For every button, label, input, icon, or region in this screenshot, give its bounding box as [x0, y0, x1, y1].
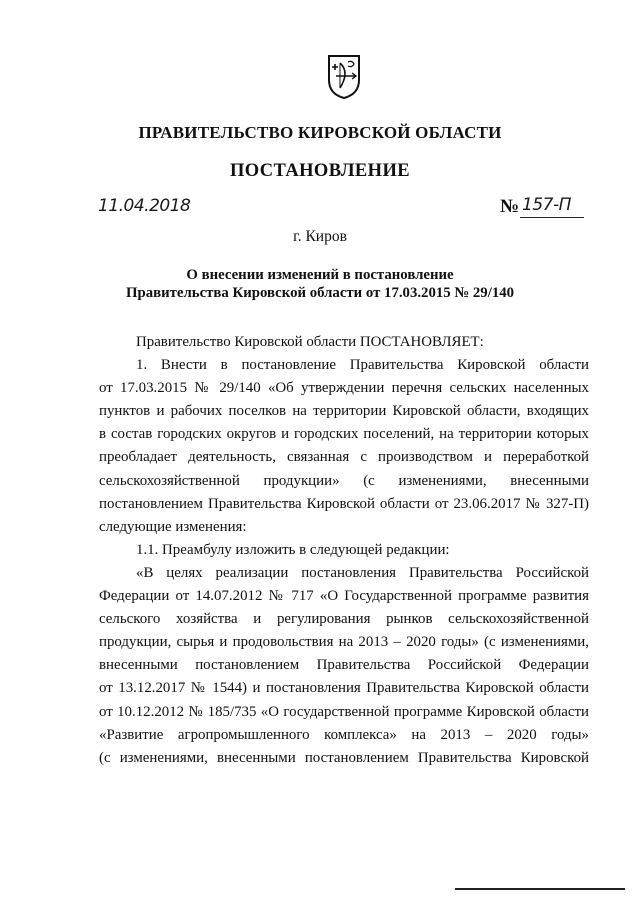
body-line: следующие изменения:: [99, 518, 247, 535]
body-line: постановлением Правительства Кировской области от 23.06.2017 № 327-П): [99, 495, 589, 512]
body-line: преобладает деятельность, связанная с производством и переработкой: [99, 449, 589, 466]
document-subject: [0, 266, 640, 302]
document-date: 11.04.2018: [98, 196, 191, 216]
body-text-block: [99, 331, 589, 770]
body-line: Правительство Кировской области ПОСТАНОВЛЯЕТ:: [136, 334, 484, 350]
body-line: сельскохозяйственной продукции» (с изменениями, внесенными: [99, 472, 589, 489]
subject-line-2: Правительства Кировской области от 17.03.2015 № 29/140: [125, 285, 515, 301]
organization-title: ПРАВИТЕЛЬСТВО КИРОВСКОЙ ОБЛАСТИ: [138, 123, 502, 142]
body-line: продукции, сырья и продовольствия на 2013 – 2020 годы» (с изменениями,: [99, 634, 589, 651]
city-label: г. Киров: [293, 228, 347, 245]
body-line: 1. Внести в постановление Правительства Кировской области: [136, 357, 589, 374]
body-line: Федерации от 14.07.2012 № 717 «О Государственной программе развития: [99, 588, 589, 605]
page-footer-line: [455, 888, 625, 890]
body-line: от 10.12.2012 № 185/735 «О государственной программе Кировской области: [99, 703, 589, 720]
body-line: в состав городских округов и городских поселений, на территории которых: [99, 426, 589, 443]
number-underline: [520, 217, 584, 218]
body-line: 1.1. Преамбулу изложить в следующей редакции:: [136, 541, 450, 558]
body-line: сельского хозяйства и регулирования рынков сельскохозяйственной: [99, 611, 589, 628]
document-type-title: ПОСТАНОВЛЕНИЕ: [229, 161, 410, 181]
body-line: от 13.12.2017 № 1544) и постановления Правительства Кировской области: [99, 680, 589, 697]
body-line: от 17.03.2015 № 29/140 «Об утверждении перечня сельских населенных: [99, 380, 589, 397]
coat-of-arms-icon: [326, 54, 362, 100]
body-line: «Развитие агропромышленного комплекса» на 2013 – 2020 годы»: [99, 726, 589, 743]
document-number: 157-П: [522, 195, 571, 215]
subject-line-1: О внесении изменений в постановление: [186, 267, 454, 283]
body-line: (с изменениями, внесенными постановлением Правительства Кировской: [99, 749, 589, 766]
body-line: пунктов и рабочих поселков на территории Кировской области, входящих: [99, 403, 589, 420]
body-line: внесенными постановлением Правительства Российской Федерации: [99, 657, 589, 674]
body-line: «В целях реализации постановления Правительства Российской: [136, 564, 589, 581]
document-number-label: №: [500, 196, 520, 217]
